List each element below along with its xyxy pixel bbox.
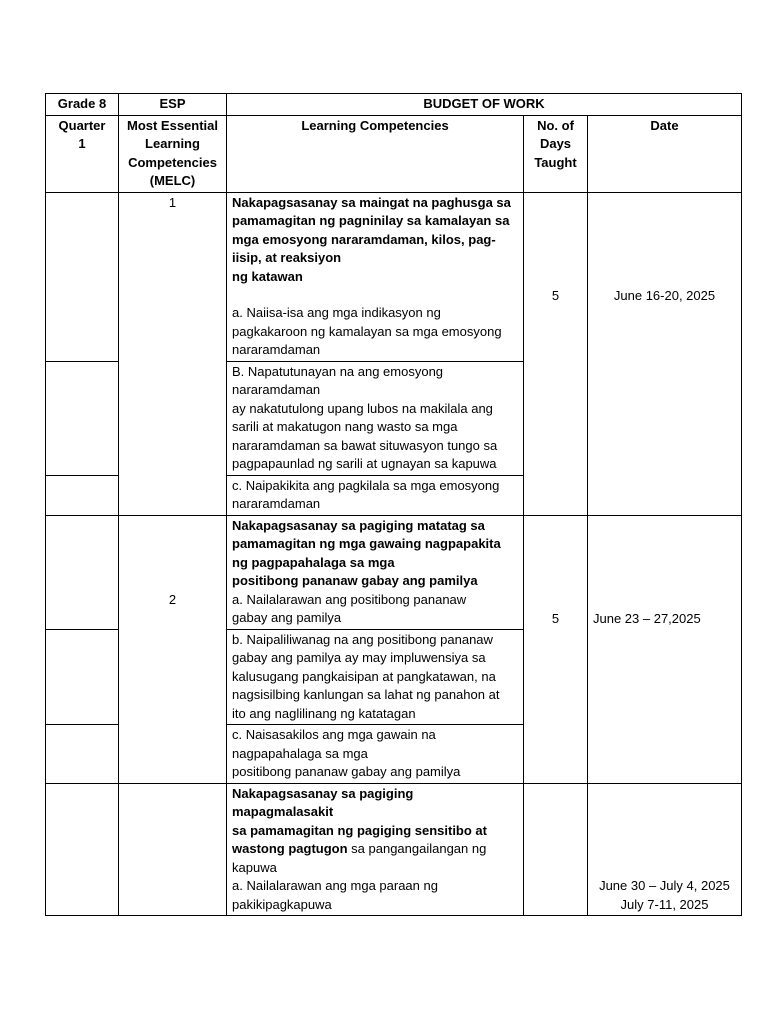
melc-number-cell: 1 <box>119 192 227 515</box>
table-row <box>46 783 742 916</box>
competency-cell: c. Naisasakilos ang mga gawain na nagpapahalaga sa mga positibong pananaw gabay ang pamilya <box>227 725 524 784</box>
quarter-cell <box>46 192 119 361</box>
competency-cell: Nakapagsasanay sa pagiging matatag sa pamamagitan ng mga gawaing nagpapakita ng pagpapahalaga sa mga positibong pananaw gabay ang pamilya a. Nailalarawan ang positibong pananaw gabay ang pamilya <box>227 515 524 629</box>
table-row <box>46 192 742 361</box>
competency-cell: B. Napatutunayan na ang emosyong nararamdaman ay nakatutulong upang lubos na makilala ang sarili at makatugon nang wasto sa mga nararamdaman sa bawat situwasyon tungo sa pagpapaunlad ng sarili at ugnayan sa kapuwa <box>227 361 524 475</box>
competency-cell: c. Naipakikita ang pagkilala sa mga emosyong nararamdaman <box>227 475 524 515</box>
quarter-cell <box>46 475 119 515</box>
melc-number-cell: 2 <box>119 515 227 783</box>
date-header: Date <box>588 115 742 192</box>
quarter-cell <box>46 783 119 916</box>
days-cell: 5 <box>524 192 588 515</box>
column-header-row <box>46 115 742 192</box>
grade-cell: Grade 8 <box>46 94 119 116</box>
budget-of-work-document <box>45 93 741 916</box>
melc-number-cell <box>119 783 227 916</box>
learning-competencies-header: Learning Competencies <box>227 115 524 192</box>
budget-of-work-table <box>45 93 742 916</box>
competency-cell: Nakapagsasanay sa maingat na paghusga sa pamamagitan ng pagninilay sa kamalayan sa mga emosyong nararamdaman, kilos, pag- iisip, at reaksiyon ng katawan a. Naiisa-isa ang mga indikasyon ng pagkakaroon ng kamalayan sa mga emosyong nararamdaman <box>227 192 524 361</box>
quarter-cell <box>46 629 119 725</box>
days-taught-header: No. of Days Taught <box>524 115 588 192</box>
subject-cell: ESP <box>119 94 227 116</box>
melc-header: Most Essential Learning Competencies (MELC) <box>119 115 227 192</box>
table-row <box>46 515 742 629</box>
quarter-header: Quarter 1 <box>46 115 119 192</box>
days-cell: 5 <box>524 515 588 783</box>
quarter-cell <box>46 725 119 784</box>
date-cell: June 23 – 27,2025 <box>588 515 742 783</box>
date-cell: June 16-20, 2025 <box>588 192 742 515</box>
date-cell: June 30 – July 4, 2025 July 7-11, 2025 <box>588 783 742 916</box>
quarter-cell <box>46 361 119 475</box>
quarter-cell <box>46 515 119 629</box>
title-row <box>46 94 742 116</box>
days-cell <box>524 783 588 916</box>
document-title: BUDGET OF WORK <box>227 94 742 116</box>
competency-cell: b. Naipaliliwanag na ang positibong pananaw gabay ang pamilya ay may impluwensiya sa kalusugang pangkaisipan at pangkatawan, na nagsisilbing kanlungan sa lahat ng panahon at ito ang naglilinang ng katatagan <box>227 629 524 725</box>
competency-cell: Nakapagsasanay sa pagiging mapagmalasakit sa pamamagitan ng pagiging sensitibo at wastong pagtugon sa pangangailangan ng kapuwa a. Nailalarawan ang mga paraan ng pakikipagkapuwa <box>227 783 524 916</box>
